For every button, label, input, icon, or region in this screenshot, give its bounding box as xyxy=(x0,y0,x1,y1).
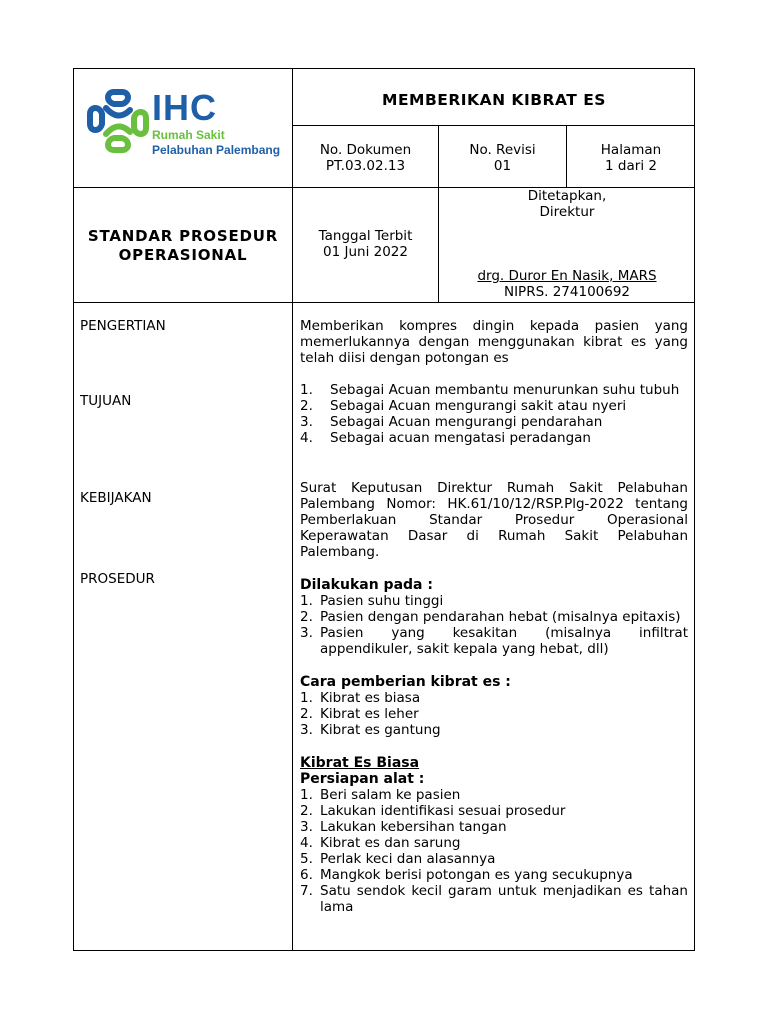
list-item: 6. Mangkok berisi potongan es yang secukupnya xyxy=(300,867,633,883)
kibrat-biasa-heading: Kibrat Es Biasa xyxy=(300,755,420,771)
list-item: 3. Lakukan kebersihan tangan xyxy=(300,819,507,835)
revision-value: 01 xyxy=(493,158,512,174)
table-divider xyxy=(73,302,695,303)
approval-cell xyxy=(439,188,695,220)
signer-nip: NIPRS. 274100692 xyxy=(503,284,631,300)
sop-title-line-1: STANDAR PROSEDUR xyxy=(87,227,279,245)
logo-line-1: Rumah Sakit xyxy=(152,128,225,142)
page-value: 1 dari 2 xyxy=(605,158,657,174)
sop-title-line-2: OPERASIONAL xyxy=(118,246,248,264)
issue-date-value: 01 Juni 2022 xyxy=(323,244,408,260)
section-label-tujuan: TUJUAN xyxy=(80,393,132,409)
approval-line-2: Direktur xyxy=(539,204,595,220)
list-item: 3. Sebagai Acuan mengurangi pendarahan xyxy=(300,414,603,430)
doc-number-value: PT.03.02.13 xyxy=(325,158,406,174)
persiapan-heading: Persiapan alat : xyxy=(300,771,425,787)
list-item: 1. Kibrat es biasa xyxy=(300,690,421,706)
issue-date-label: Tanggal Terbit xyxy=(318,228,413,244)
signer-name: drg. Duror En Nasik, MARS xyxy=(477,268,657,284)
document-title: MEMBERIKAN KIBRAT ES xyxy=(382,91,606,109)
dilakukan-heading: Dilakukan pada : xyxy=(300,577,433,593)
logo-brand: IHC xyxy=(152,87,217,128)
pengertian-text: Memberikan kompres dingin kepada pasien yang memerlukannya dengan menggunakan kibrat es yang telah diisi dengan potongan es xyxy=(300,318,688,366)
doc-number-label: No. Dokumen xyxy=(319,142,412,158)
cara-list xyxy=(300,690,688,738)
revision-label: No. Revisi xyxy=(469,142,536,158)
table-divider xyxy=(292,125,695,126)
list-item: 2. Sebagai Acuan mengurangi sakit atau nyeri xyxy=(300,398,627,414)
list-item: 2. Pasien dengan pendarahan hebat (misalnya epitaxis) xyxy=(300,609,681,625)
list-item: 2. Lakukan identifikasi sesuai prosedur xyxy=(300,803,566,819)
list-item: 4. Sebagai acuan mengatasi peradangan xyxy=(300,430,591,446)
kebijakan-text: Surat Keputusan Direktur Rumah Sakit Pelabuhan Palembang Nomor: HK.61/10/12/RSP.Plg-2022 tentang Pemberlakuan Standar Prosedur Operasional Keperawatan Dasar di Rumah Sakit Pelabuhan Palembang. xyxy=(300,480,688,560)
hospital-logo xyxy=(86,88,286,158)
list-item: 3. Kibrat es gantung xyxy=(300,722,441,738)
persiapan-list xyxy=(300,787,688,915)
revision-cell xyxy=(439,142,566,174)
list-item: 1. Pasien suhu tinggi xyxy=(300,593,444,609)
logo-line-2: Pelabuhan Palembang xyxy=(152,143,281,157)
list-item: 2. Kibrat es leher xyxy=(300,706,419,722)
list-item: 5. Perlak keci dan alasannya xyxy=(300,851,496,867)
prosedur-content xyxy=(300,577,688,915)
section-label-pengertian: PENGERTIAN xyxy=(80,318,166,334)
table-divider xyxy=(292,68,293,951)
doc-number-cell xyxy=(293,142,438,174)
sop-title xyxy=(74,227,292,265)
signer-block xyxy=(439,268,695,300)
section-label-prosedur: PROSEDUR xyxy=(80,571,155,587)
page-label: Halaman xyxy=(600,142,662,158)
dilakukan-list xyxy=(300,593,688,657)
cara-heading: Cara pemberian kibrat es : xyxy=(300,674,511,690)
page-cell xyxy=(567,142,695,174)
section-label-kebijakan: KEBIJAKAN xyxy=(80,490,152,506)
list-item: 4. Kibrat es dan sarung xyxy=(300,835,461,851)
list-item: 3. Pasien yang kesakitan (misalnya infiltrat appendikuler, sakit kepala yang hebat, dll) xyxy=(300,625,688,657)
tujuan-list xyxy=(300,382,688,446)
cross-logo-icon xyxy=(86,88,150,154)
list-item: 1. Beri salam ke pasien xyxy=(300,787,461,803)
list-item: 1. Sebagai Acuan membantu menurunkan suhu tubuh xyxy=(300,382,680,398)
issue-date-cell xyxy=(293,228,438,260)
approval-line-1: Ditetapkan, xyxy=(527,188,607,204)
list-item: 7. Satu sendok kecil garam untuk menjadikan es tahan lama xyxy=(300,883,688,915)
